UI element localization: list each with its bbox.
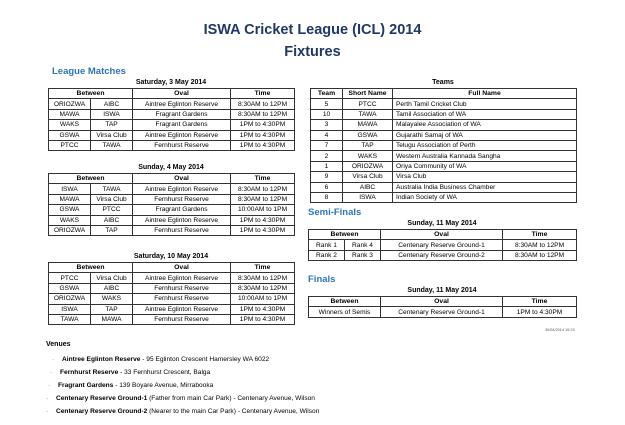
venue-address: - 33 Fernhurst Crescent, Balga xyxy=(118,369,211,376)
table-cell: 8:30AM to 12PM xyxy=(231,273,295,283)
table-cell: ORIOZWA xyxy=(49,294,91,304)
venue-address: - 139 Boyare Avenue, Mirrabooka xyxy=(113,382,214,389)
header-row xyxy=(311,89,577,99)
venue-name: Fernhurst Reserve xyxy=(60,369,119,376)
header-row xyxy=(49,89,295,99)
full-name-header: Full Name xyxy=(393,89,577,99)
between-header: Between xyxy=(309,297,381,307)
table-row xyxy=(311,120,577,130)
venue-address: (Nearer to the main Car Park) - Centenary Avenue, Wilson xyxy=(147,408,320,415)
table-cell: Fernhurst Reserve xyxy=(133,283,231,293)
table-cell: ISWA xyxy=(343,192,393,202)
header-row xyxy=(49,174,295,184)
venue-item xyxy=(46,405,319,418)
table-cell: TAP xyxy=(91,225,133,235)
header-row xyxy=(309,297,577,307)
league-matches-heading: League Matches xyxy=(52,66,126,77)
table-cell: WAKS xyxy=(49,120,91,130)
table-cell: Indian Society of WA xyxy=(393,192,577,202)
table-cell: 8:30AM to 12PM xyxy=(231,194,295,204)
short-name-header: Short Name xyxy=(343,89,393,99)
venue-name: Fragrant Gardens xyxy=(58,382,114,389)
table-cell: Fernhurst Reserve xyxy=(133,314,231,324)
finals-table xyxy=(308,296,577,318)
table-row xyxy=(49,140,295,150)
table-cell: TAWA xyxy=(343,109,393,119)
table-cell: Fragrant Gardens xyxy=(133,109,231,119)
bullet-icon: · xyxy=(46,395,49,402)
table-row xyxy=(49,130,295,140)
teams-table xyxy=(310,88,577,203)
table-cell: Aintree Eglinton Reserve xyxy=(133,273,231,283)
table-row xyxy=(309,240,577,250)
venue-name: Centenary Reserve Ground-1 xyxy=(56,395,148,402)
teams-block xyxy=(310,77,577,203)
table-cell: WAKS xyxy=(343,151,393,161)
table-cell: 1PM to 4:30PM xyxy=(231,120,295,130)
table-row xyxy=(311,140,577,150)
table-cell: GSWA xyxy=(49,205,91,215)
time-header: Time xyxy=(503,297,577,307)
finals-date: Sunday, 11 May 2014 xyxy=(407,287,477,294)
table-row xyxy=(49,215,295,225)
day1-block xyxy=(48,77,295,151)
table-row xyxy=(311,192,577,202)
table-cell: 1 xyxy=(311,161,343,171)
table-cell: Oriya Community of WA xyxy=(393,161,577,171)
table-cell: Virsa Club xyxy=(393,172,577,182)
table-cell: Aintree Eglinton Reserve xyxy=(133,184,231,194)
oval-header: Oval xyxy=(133,174,231,184)
table-cell: PTCC xyxy=(49,273,91,283)
semis-date: Sunday, 11 May 2014 xyxy=(407,220,477,227)
table-cell: Rank 2 xyxy=(309,250,345,260)
table-cell: ISWA xyxy=(49,184,91,194)
time-header: Time xyxy=(231,174,295,184)
table-row xyxy=(49,314,295,324)
table-cell: 1PM to 4:30PM xyxy=(231,304,295,314)
table-cell: 3 xyxy=(311,120,343,130)
table-cell: Aintree Eglinton Reserve xyxy=(133,215,231,225)
day1-table xyxy=(48,88,295,151)
day2-date: Sunday, 4 May 2014 xyxy=(138,164,204,171)
table-row xyxy=(49,225,295,235)
table-cell: 9 xyxy=(311,172,343,182)
table-cell: PTCC xyxy=(49,140,91,150)
table-cell: AIBC xyxy=(91,99,133,109)
table-cell: 8:30AM to 12PM xyxy=(231,99,295,109)
table-cell: 7 xyxy=(311,140,343,150)
between-header: Between xyxy=(309,230,381,240)
table-cell: 5 xyxy=(311,99,343,109)
table-cell: GSWA xyxy=(49,130,91,140)
table-row xyxy=(311,172,577,182)
table-cell: Aintree Eglinton Reserve xyxy=(133,99,231,109)
table-cell: 8:30AM to 12PM xyxy=(503,250,577,260)
finals-between: Winners of Semis xyxy=(309,307,381,317)
table-cell: Virsa Club xyxy=(343,172,393,182)
table-row xyxy=(49,99,295,109)
table-row xyxy=(49,205,295,215)
table-cell: 1PM to 4:30PM xyxy=(231,215,295,225)
semis-table xyxy=(308,229,577,261)
table-cell: 10:00AM to 1PM xyxy=(231,205,295,215)
bullet-icon: · xyxy=(50,369,53,376)
table-cell: Malayalee Association of WA xyxy=(393,120,577,130)
table-row xyxy=(311,151,577,161)
header-row xyxy=(309,230,577,240)
table-cell: TAP xyxy=(91,120,133,130)
table-cell: 8:30AM to 12PM xyxy=(231,109,295,119)
table-cell: 8:30AM to 12PM xyxy=(231,283,295,293)
oval-header: Oval xyxy=(133,89,231,99)
table-cell: Virsa Club xyxy=(91,273,133,283)
bullet-icon: · xyxy=(52,356,55,363)
day3-date: Saturday, 10 May 2014 xyxy=(133,253,209,260)
day2-table xyxy=(48,173,295,236)
table-cell: Gujarathi Samaj of WA xyxy=(393,130,577,140)
table-cell: Centenary Reserve Ground-2 xyxy=(381,250,503,260)
day1-date: Saturday, 3 May 2014 xyxy=(135,79,207,86)
table-cell: Tamil Association of WA xyxy=(393,109,577,119)
table-row xyxy=(311,99,577,109)
table-cell: 10 xyxy=(311,109,343,119)
table-cell: Fernhurst Reserve xyxy=(133,225,231,235)
venues-section xyxy=(46,341,319,418)
venue-address: (Father from main Car Park) - Centenary Avenue, Wilson xyxy=(147,395,315,402)
table-cell: MAWA xyxy=(49,109,91,119)
oval-header: Oval xyxy=(133,263,231,273)
teams-title: Teams xyxy=(432,79,454,86)
table-row xyxy=(49,273,295,283)
table-cell: 8 xyxy=(311,192,343,202)
table-row xyxy=(49,184,295,194)
table-cell: 10:00AM to 1PM xyxy=(231,294,295,304)
table-row xyxy=(49,194,295,204)
venue-name: Aintree Eglinton Reserve xyxy=(62,356,141,363)
venue-item xyxy=(46,392,319,405)
between-header: Between xyxy=(49,263,133,273)
table-cell: MAWA xyxy=(343,120,393,130)
table-cell: ORIOZWA xyxy=(343,161,393,171)
table-cell: Rank 4 xyxy=(345,240,381,250)
finals-heading: Finals xyxy=(308,274,336,285)
time-header: Time xyxy=(503,230,577,240)
table-cell: Western Australia Kannada Sangha xyxy=(393,151,577,161)
page-title: ISWA Cricket League (ICL) 2014 xyxy=(203,22,422,38)
table-cell: 1PM to 4:30PM xyxy=(231,140,295,150)
table-row xyxy=(311,130,577,140)
table-row xyxy=(309,250,577,260)
table-cell: ISWA xyxy=(91,109,133,119)
table-cell: 8:30AM to 12PM xyxy=(231,184,295,194)
print-timestamp: 30/04/2014 19:23 xyxy=(545,328,575,332)
table-cell: ISWA xyxy=(49,304,91,314)
venue-item xyxy=(46,353,319,366)
table-cell: Centenary Reserve Ground-1 xyxy=(381,240,503,250)
between-header: Between xyxy=(49,89,133,99)
table-cell: AIBC xyxy=(91,283,133,293)
table-cell: Fernhurst Reserve xyxy=(133,140,231,150)
time-header: Time xyxy=(231,89,295,99)
table-row xyxy=(311,161,577,171)
page-subtitle: Fixtures xyxy=(284,44,341,60)
table-cell: 2 xyxy=(311,151,343,161)
table-row xyxy=(49,294,295,304)
table-cell: AIBC xyxy=(343,182,393,192)
table-cell: TAWA xyxy=(91,184,133,194)
table-cell: Fernhurst Reserve xyxy=(133,194,231,204)
table-cell: Virsa Club xyxy=(91,194,133,204)
venue-item xyxy=(46,366,319,379)
table-cell: Aintree Eglinton Reserve xyxy=(133,130,231,140)
table-cell: Aintree Eglinton Reserve xyxy=(133,304,231,314)
table-row xyxy=(49,120,295,130)
table-cell: Telugu Association of Perth xyxy=(393,140,577,150)
table-cell: 1PM to 4:30PM xyxy=(231,130,295,140)
table-cell: Fragrant Gardens xyxy=(133,120,231,130)
table-cell: WAKS xyxy=(91,294,133,304)
table-row xyxy=(49,304,295,314)
table-cell: 1PM to 4:30PM xyxy=(231,314,295,324)
table-cell: MAWA xyxy=(49,194,91,204)
table-cell: AIBC xyxy=(91,215,133,225)
oval-header: Oval xyxy=(381,230,503,240)
day3-table xyxy=(48,262,295,325)
table-cell: Perth Tamil Cricket Club xyxy=(393,99,577,109)
table-cell: Rank 1 xyxy=(309,240,345,250)
day2-block xyxy=(48,162,295,236)
semi-finals-heading: Semi-Finals xyxy=(308,207,362,218)
table-cell: ORIOZWA xyxy=(49,225,91,235)
table-cell: TAWA xyxy=(91,140,133,150)
table-cell: 6 xyxy=(311,182,343,192)
day3-block xyxy=(48,251,295,325)
venue-address: - 95 Eglinton Crescent Hamersley WA 6022 xyxy=(140,356,270,363)
table-row xyxy=(309,307,577,317)
table-cell: TAWA xyxy=(49,314,91,324)
venues-heading: Venues xyxy=(46,341,71,348)
semis-block xyxy=(308,218,577,261)
venue-item xyxy=(46,379,319,392)
table-row xyxy=(49,109,295,119)
table-cell: Fragrant Gardens xyxy=(133,205,231,215)
table-cell: Rank 3 xyxy=(345,250,381,260)
table-cell: Virsa Club xyxy=(91,130,133,140)
table-row xyxy=(311,182,577,192)
table-cell: TAP xyxy=(343,140,393,150)
bullet-icon: · xyxy=(48,382,51,389)
time-header: Time xyxy=(231,263,295,273)
table-cell: WAKS xyxy=(49,215,91,225)
venue-name: Centenary Reserve Ground-2 xyxy=(56,408,148,415)
table-cell: TAP xyxy=(91,304,133,314)
table-row xyxy=(49,283,295,293)
table-cell: GSWA xyxy=(343,130,393,140)
bullet-icon: · xyxy=(46,408,49,415)
finals-block xyxy=(308,285,577,318)
finals-oval: Centenary Reserve Ground-1 xyxy=(381,307,503,317)
table-cell: PTCC xyxy=(91,205,133,215)
oval-header: Oval xyxy=(381,297,503,307)
table-cell: ORIOZWA xyxy=(49,99,91,109)
table-cell: 8:30AM to 12PM xyxy=(503,240,577,250)
table-cell: GSWA xyxy=(49,283,91,293)
team-header: Team xyxy=(311,89,343,99)
header-row xyxy=(49,263,295,273)
table-cell: 1PM to 4:30PM xyxy=(231,225,295,235)
table-cell: PTCC xyxy=(343,99,393,109)
table-cell: 4 xyxy=(311,130,343,140)
table-cell: Australia India Business Chamber xyxy=(393,182,577,192)
table-row xyxy=(311,109,577,119)
table-cell: Fernhurst Reserve xyxy=(133,294,231,304)
between-header: Between xyxy=(49,174,133,184)
finals-time: 1PM to 4:30PM xyxy=(503,307,577,317)
table-cell: MAWA xyxy=(91,314,133,324)
